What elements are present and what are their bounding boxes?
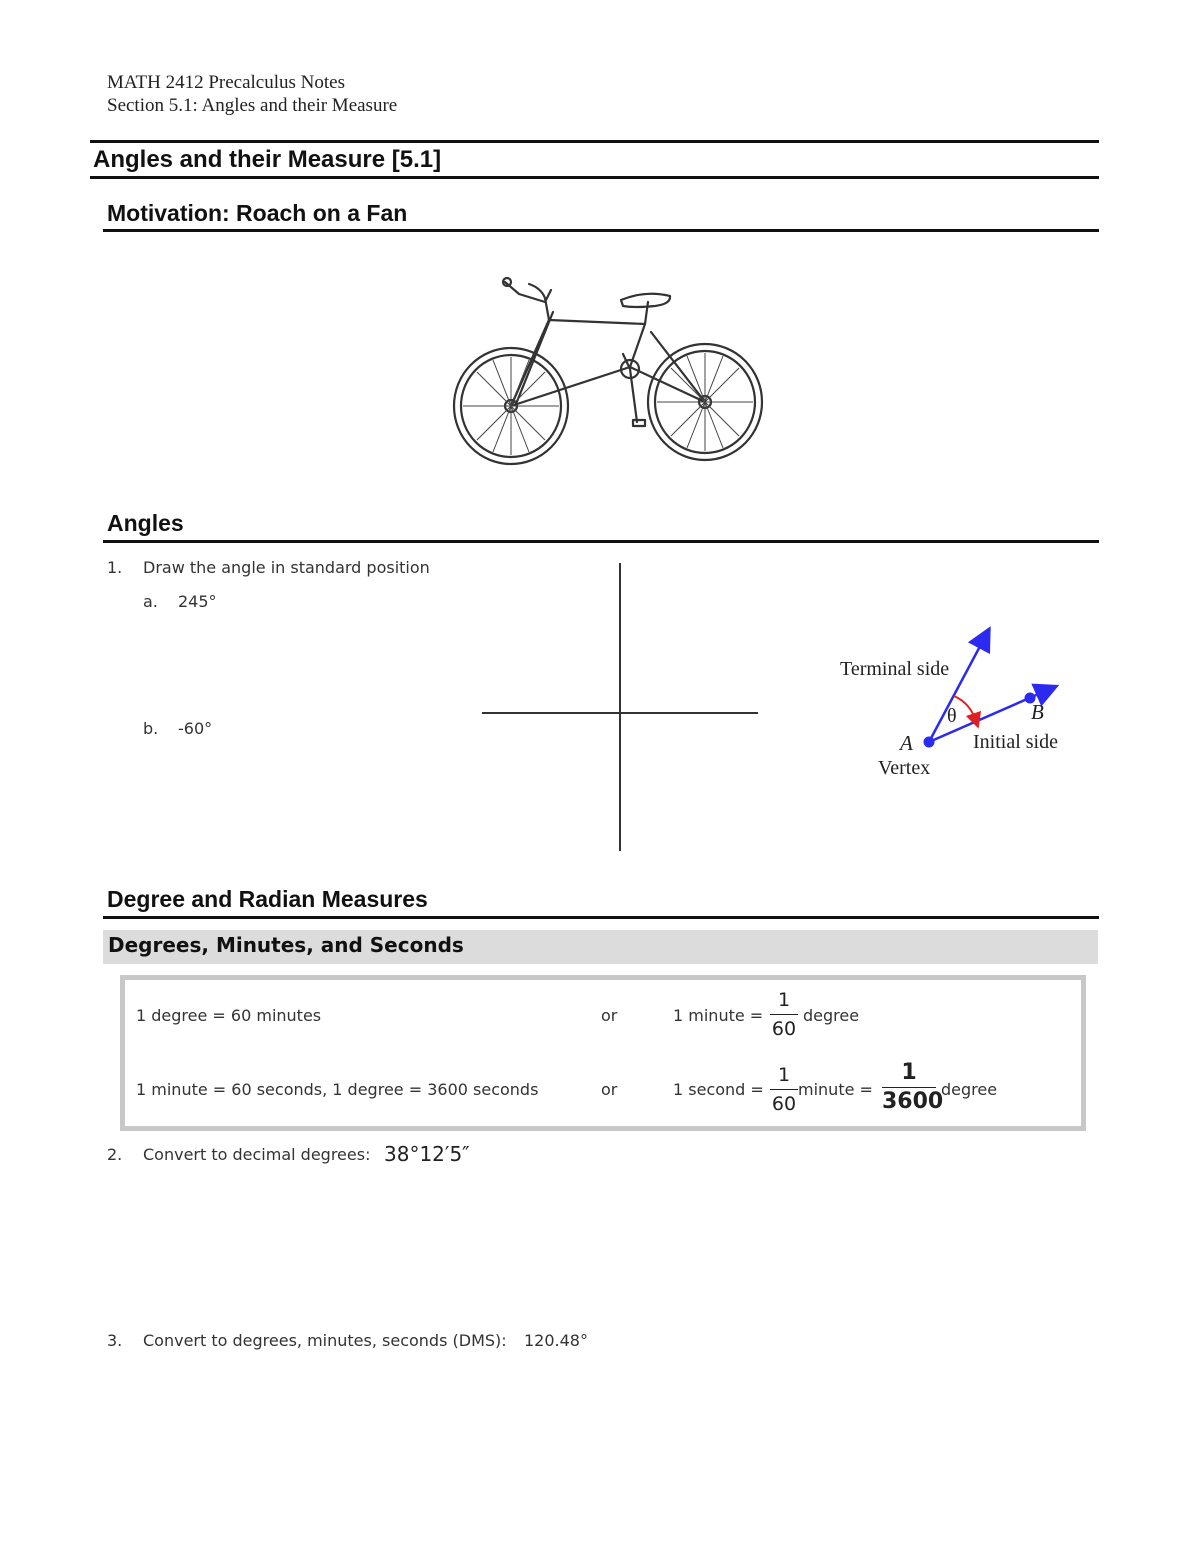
row1-fraction [770,989,798,1040]
angles-rule [103,540,1099,543]
row1-numerator: 1 [777,989,791,1011]
terminal-side-label: Terminal side [840,658,950,680]
vertex-point [924,737,935,748]
row2-suffix: degree [941,1080,998,1099]
row1-or: or [601,1006,618,1025]
angles-heading: Angles [107,510,184,536]
row2-numerator-1: 1 [777,1064,791,1086]
vertex-label: Vertex [878,757,931,779]
dms-subheading: Degrees, Minutes, and Seconds [108,933,464,957]
row2-fraction-2 [882,1060,944,1114]
q1b-letter: b. [143,719,159,738]
title-rule-top [90,140,1099,143]
q1b-value: -60° [178,719,213,738]
point-b-label: B [1031,700,1044,724]
q1-number: 1. [107,558,123,577]
row1-prefix: 1 minute = [673,1006,764,1025]
row1-suffix: degree [803,1006,860,1025]
q2-value: 38°12′5″ [384,1142,470,1166]
row1-denominator: 60 [771,1018,797,1040]
q3-number: 3. [107,1331,123,1350]
bicycle-illustration [445,272,770,472]
q2-number: 2. [107,1145,123,1164]
q1-text: Draw the angle in standard position [143,558,430,577]
motivation-rule [103,229,1099,232]
row2-fraction-bar-1 [770,1089,798,1090]
terminal-side-ray [929,635,986,742]
q1a-value: 245° [178,592,217,611]
coordinate-axes [480,563,760,853]
row2-mid: minute = [798,1080,873,1099]
course-title: MATH 2412 Precalculus Notes [107,72,345,93]
title-rule-bottom [90,176,1099,179]
row2-numerator-2: 1 [901,1060,917,1085]
row1-left: 1 degree = 60 minutes [136,1006,322,1025]
row2-denominator-2: 3600 [882,1089,944,1114]
row2-left: 1 minute = 60 seconds, 1 degree = 3600 seconds [136,1080,539,1099]
q2-text: Convert to decimal degrees: [143,1145,371,1164]
row1-fraction-bar [770,1014,798,1015]
theta-arc [954,696,976,721]
theta-label: θ [947,705,957,727]
q3-text: Convert to degrees, minutes, seconds (DMS): [143,1331,507,1350]
page-title: Angles and their Measure [5.1] [93,146,442,173]
initial-side-label: Initial side [973,731,1058,753]
row2-prefix: 1 second = [673,1080,764,1099]
dms-subheading-band [103,930,1098,964]
motivation-heading: Motivation: Roach on a Fan [107,200,408,226]
degree-radian-heading: Degree and Radian Measures [107,886,428,912]
section-title: Section 5.1: Angles and their Measure [107,95,398,116]
degree-radian-rule [103,916,1099,919]
point-a-label: A [900,731,913,755]
q3-value: 120.48° [524,1331,588,1350]
row2-fraction-1 [770,1064,798,1115]
row2-fraction-bar-2 [882,1087,936,1088]
row2-denominator-1: 60 [771,1093,797,1115]
q1a-letter: a. [143,592,158,611]
row2-or: or [601,1080,618,1099]
